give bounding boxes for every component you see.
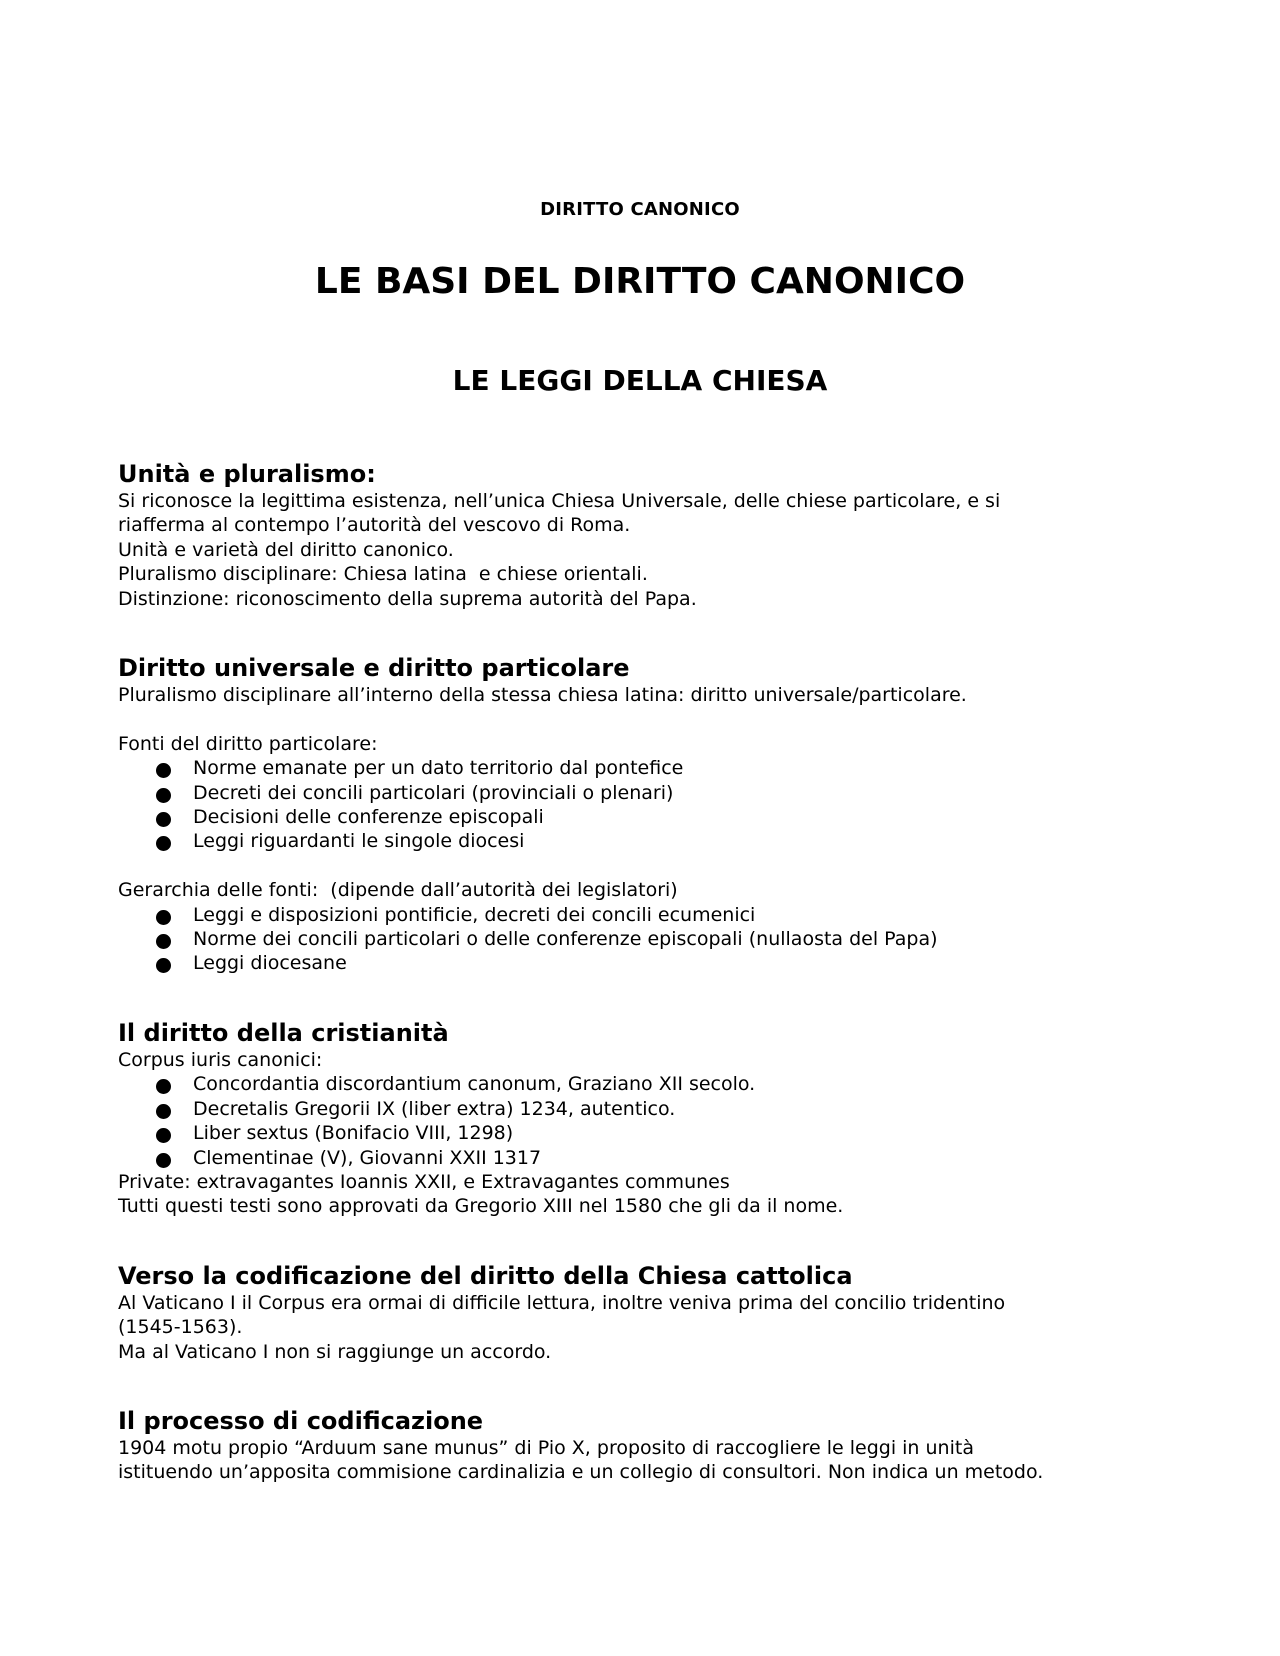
list-item: Norme emanate per un dato territorio dal pontefice bbox=[118, 756, 1178, 780]
paragraph-line: Al Vaticano I il Corpus era ormai di difficile lettura, inoltre veniva prima del concilio tridentino bbox=[118, 1291, 1006, 1314]
list-item: Leggi e disposizioni pontificie, decreti dei concili ecumenici bbox=[118, 903, 1178, 927]
document-body bbox=[118, 459, 1178, 1485]
section-heading: Verso la codificazione del diritto della Chiesa cattolica bbox=[118, 1261, 853, 1290]
fonti-list bbox=[118, 756, 1178, 854]
course-header: DIRITTO CANONICO bbox=[540, 199, 740, 220]
list-item: Liber sextus (Bonifacio VIII, 1298) bbox=[118, 1121, 1178, 1145]
list-item: Leggi diocesane bbox=[118, 951, 1178, 975]
list-item: Leggi riguardanti le singole diocesi bbox=[118, 829, 1178, 853]
list-item: Decreti dei concili particolari (provinciali o plenari) bbox=[118, 781, 1178, 805]
paragraph-line: riafferma al contempo l’autorità del vescovo di Roma. bbox=[118, 514, 631, 537]
bullet-icon bbox=[156, 836, 171, 851]
section-heading: Il diritto della cristianità bbox=[118, 1018, 449, 1047]
list-label: Corpus iuris canonici: bbox=[118, 1048, 323, 1071]
paragraph-line: istituendo un’apposita commisione cardinalizia e un collegio di consultori. Non indica un metodo. bbox=[118, 1461, 1044, 1484]
list-label: Gerarchia delle fonti: (dipende dall’autorità dei legislatori) bbox=[118, 879, 678, 902]
bullet-icon bbox=[156, 910, 171, 925]
list-label: Fonti del diritto particolare: bbox=[118, 732, 378, 755]
bullet-icon bbox=[156, 763, 171, 778]
list-item: Concordantia discordantium canonum, Graziano XII secolo. bbox=[118, 1072, 1178, 1096]
gerarchia-list bbox=[118, 903, 1178, 976]
bullet-icon bbox=[156, 812, 171, 827]
list-item: Norme dei concili particolari o delle conferenze episcopali (nullaosta del Papa) bbox=[118, 927, 1178, 951]
list-item: Decisioni delle conferenze episcopali bbox=[118, 805, 1178, 829]
section-processo bbox=[118, 1406, 1178, 1485]
bullet-icon bbox=[156, 1128, 171, 1143]
bullet-icon bbox=[156, 958, 171, 973]
paragraph-line: Ma al Vaticano I non si raggiunge un accordo. bbox=[118, 1340, 552, 1363]
section-heading: Unità e pluralismo: bbox=[118, 460, 376, 488]
bullet-icon bbox=[156, 1104, 171, 1119]
section-heading: Il processo di codificazione bbox=[118, 1406, 484, 1435]
section-universale bbox=[118, 653, 1178, 976]
bullet-icon bbox=[156, 788, 171, 803]
list-item: Clementinae (V), Giovanni XXII 1317 bbox=[118, 1146, 1178, 1170]
paragraph-line: 1904 motu propio “Arduum sane munus” di Pio X, proposito di raccogliere le leggi in unità bbox=[118, 1436, 974, 1459]
section-cristianita bbox=[118, 1018, 1178, 1219]
paragraph-line: Distinzione: riconoscimento della suprema autorità del Papa. bbox=[118, 587, 697, 610]
paragraph-line: Pluralismo disciplinare: Chiesa latina e chiese orientali. bbox=[118, 563, 648, 586]
list-item: Decretalis Gregorii IX (liber extra) 1234, autentico. bbox=[118, 1097, 1178, 1121]
bullet-icon bbox=[156, 1153, 171, 1168]
paragraph-line: Pluralismo disciplinare all’interno della stessa chiesa latina: diritto universale/particolare. bbox=[118, 684, 967, 707]
section-heading: Diritto universale e diritto particolare bbox=[118, 654, 630, 683]
document-title: LE BASI DEL DIRITTO CANONICO bbox=[314, 261, 966, 302]
corpus-list bbox=[118, 1072, 1178, 1170]
bullet-icon bbox=[156, 934, 171, 949]
section-codificazione bbox=[118, 1261, 1178, 1364]
paragraph-line: Tutti questi testi sono approvati da Gregorio XIII nel 1580 che gli da il nome. bbox=[118, 1195, 844, 1218]
paragraph-line: Unità e varietà del diritto canonico. bbox=[118, 538, 454, 561]
paragraph-line: (1545-1563). bbox=[118, 1316, 243, 1339]
paragraph-line: Private: extravagantes Ioannis XXII, e Extravagantes communes bbox=[118, 1170, 730, 1193]
paragraph-line: Si riconosce la legittima esistenza, nell’unica Chiesa Universale, delle chiese particolare, e si bbox=[118, 490, 1001, 512]
document-subtitle: LE LEGGI DELLA CHIESA bbox=[452, 364, 828, 397]
section-unita bbox=[118, 459, 1178, 611]
bullet-icon bbox=[156, 1079, 171, 1094]
